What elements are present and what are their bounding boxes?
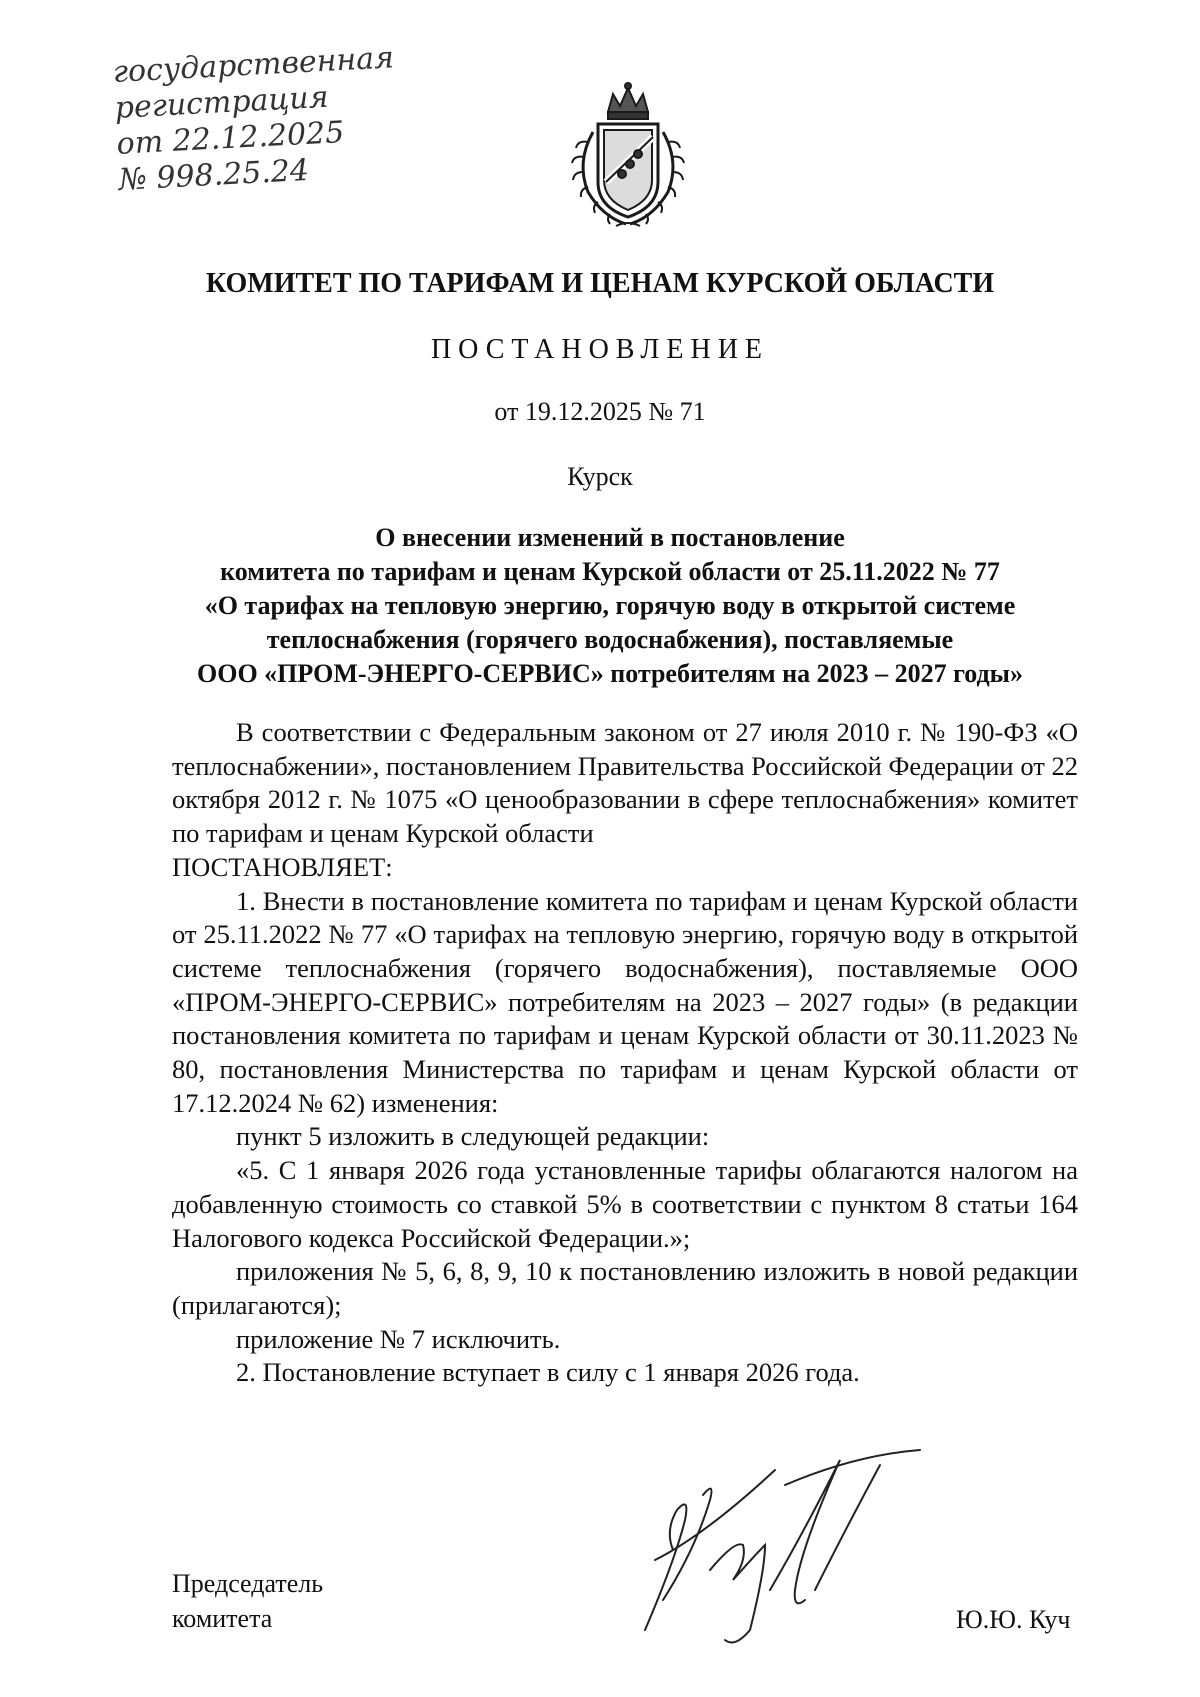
organization-name: КОМИТЕТ ПО ТАРИФАМ И ЦЕНАМ КУРСКОЙ ОБЛАСТИ — [205, 268, 995, 299]
document-type: ПОСТАНОВЛЕНИЕ — [430, 334, 770, 365]
registration-note — [112, 38, 439, 199]
registration-line: регистрация — [113, 79, 330, 126]
title-line: О внесении изменений в постановление — [375, 523, 845, 552]
registration-line: государственная — [112, 40, 395, 90]
signer-position — [172, 1566, 323, 1636]
item-1c-paragraph: приложения № 5, 6, 8, 9, 10 к постановлению изложить в новой редакции (прилагаются); — [172, 1256, 1078, 1320]
signer-name: Ю.Ю. Куч — [956, 1605, 1071, 1634]
title-line: теплоснабжения (горячего водоснабжения), поставляемые — [266, 625, 954, 654]
title-line: «О тарифах на тепловую энергию, горячую воду в открытой системе — [204, 591, 1016, 620]
coat-of-arms-icon — [558, 82, 698, 232]
item-1a-paragraph: пункт 5 изложить в следующей редакции: — [236, 1121, 710, 1152]
item-1d-paragraph: приложение № 7 исключить. — [236, 1323, 561, 1354]
signer-position-line: Председатель — [172, 1569, 324, 1598]
document-title — [150, 521, 1070, 691]
preamble-paragraph: В соответствии с Федеральным законом от 27 июля 2010 г. № 190-ФЗ «О теплоснабжении», постановлением Правительства Российской Федерации от 22 октября 2012 г. № 1075 «О ценообразовании в сфере теплоснабжения» комитет по тарифам и ценам Курской области — [172, 717, 1078, 849]
signer-position-line: комитета — [172, 1604, 273, 1633]
item-2-paragraph: 2. Постановление вступает в силу с 1 января 2026 года. — [236, 1357, 860, 1388]
item-1-paragraph: 1. Внести в постановление комитета по тарифам и ценам Курской области от 25.11.2022 № 77 «О тарифах на тепловую энергию, горячую воду в открытой системе теплоснабжения (горячего водоснабжения), поставляемые ООО «ПРОМ-ЭНЕРГО-СЕРВИС» потребителям на 2023 – 2027 годы» (в редакции постановления комитета по тарифам и ценам Курской области от 30.11.2023 № 80, постановления Министерства по тарифам и ценам Курской области от 17.12.2024 № 62) изменения: — [172, 885, 1078, 1118]
title-line: ООО «ПРОМ-ЭНЕРГО-СЕРВИС» потребителям на 2023 – 2027 годы» — [197, 659, 1023, 688]
handwritten-signature-icon — [615, 1440, 935, 1650]
document-date-number: от 19.12.2025 № 71 — [494, 397, 706, 426]
resolves-paragraph: ПОСТАНОВЛЯЕТ: — [172, 851, 393, 882]
document-body — [172, 716, 1078, 1390]
title-line: комитета по тарифам и ценам Курской области от 25.11.2022 № 77 — [220, 557, 1000, 586]
document-city: Курск — [567, 462, 633, 491]
item-1b-paragraph: «5. С 1 января 2026 года установленные тарифы облагаются налогом на добавленную стоимость со ставкой 5% в соответствии с пунктом 8 статьи 164 Налогового кодекса Российской Федерации.»; — [172, 1155, 1078, 1253]
registration-line: от 22.12.2025 — [115, 114, 346, 162]
registration-line: № 998.25.24 — [117, 152, 310, 198]
